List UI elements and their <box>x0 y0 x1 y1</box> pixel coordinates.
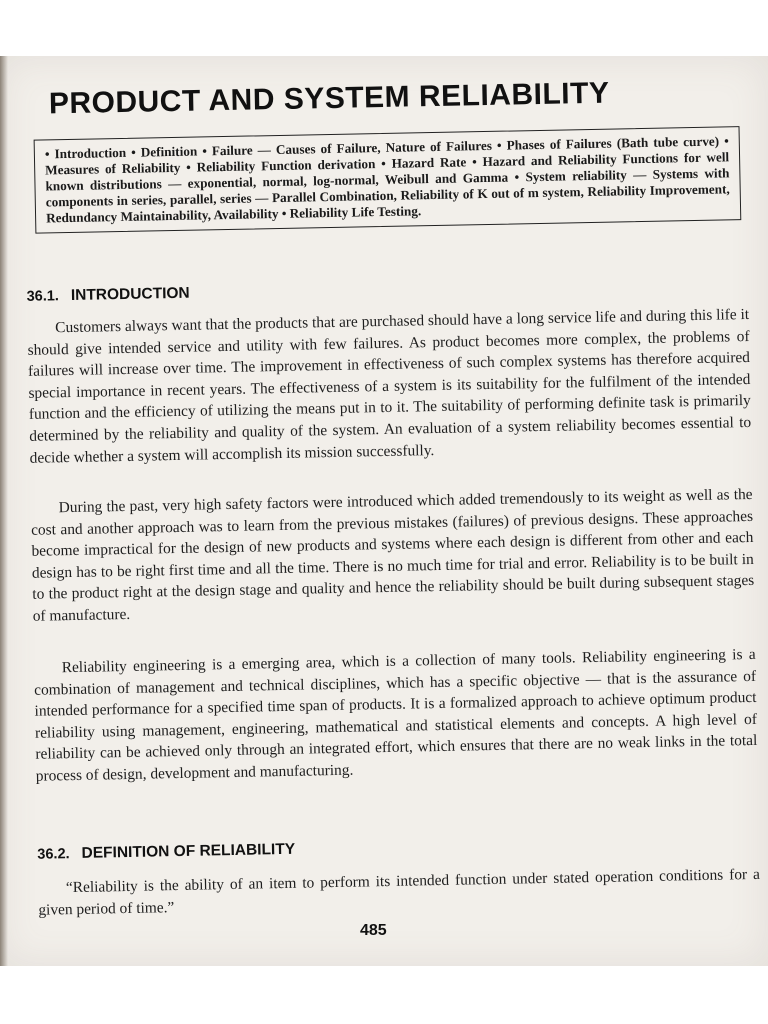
page-content <box>16 42 761 919</box>
page-number: 485 <box>360 922 387 939</box>
paragraph: Customers always want that the products that are purchased should have a long service life and during this life it should give intended service and utility with few failures. As product becomes more complex, the problems of failures will increase over time. The improvement in effectiveness of such complex systems has therefore acquired special importance in recent years. The effectiveness of a system is its suitability for the fulfilment of the intended function and the efficiency of utilizing the means put in to it. The suitability of performing definite task is primarily determined by the reliability and quality of the system. An evaluation of a system reliability becomes essential to decide whether a system will accomplish its mission successfully. <box>27 305 752 467</box>
page-binding-shadow <box>0 56 8 966</box>
section-number: 36.1. <box>26 288 60 305</box>
section-number: 36.2. <box>37 846 70 863</box>
section-heading-definition <box>37 841 295 864</box>
chapter-contents-box: • Introduction • Definition • Failure — Causes of Failure, Nature of Failures • Phases of Failures (Bath tube curve) • Measures of Reliability • Reliability Function derivation • Hazard Rate • Hazard and Reliability Functions for well known distributions — exponential, normal, log-normal, Weibull and Gamma • System reliability — Systems with components in series, parallel, series — Parallel Combination, Reliability of K out of m system, Reliability Improvement, Redundancy Maintainability, Availability • Reliability Life Testing. <box>34 126 742 234</box>
section-heading-introduction <box>26 285 189 306</box>
paragraph: “Reliability is the ability of an item to perform its intended function under stated operation conditions for a given period of time.” <box>38 865 761 919</box>
book-page <box>0 56 768 966</box>
chapter-title: PRODUCT AND SYSTEM RELIABILITY <box>48 76 610 121</box>
section-title: DEFINITION OF RELIABILITY <box>81 840 296 862</box>
section-title: INTRODUCTION <box>70 284 190 304</box>
paragraph: During the past, very high safety factors were introduced which added tremendously to its weight as well as the cost and another approach was to learn from the previous mistakes (failures) of previous designs. These approaches become impractical for the design of new products and systems where each design is different from other and each design has to be right first time and all the time. There is no much time for trial and error. Reliability is to be built in to the product right at the design stage and quality and hence the reliability should be built during subsequent stages of manufacture. <box>30 485 755 625</box>
paragraph: Reliability engineering is a emerging area, which is a collection of many tools. Reliability engineering is a combination of management and technical disciplines, which has a specific objective — that is the assurance of intended performance for a specified time span of products. It is a formalized approach to achieve optimum product reliability using management, engineering, mathematical and statistical elements and concepts. A high level of reliability can be achieved only through an integrated effort, which ensures that there are no weak links in the total process of design, development and manufacturing. <box>34 645 758 785</box>
